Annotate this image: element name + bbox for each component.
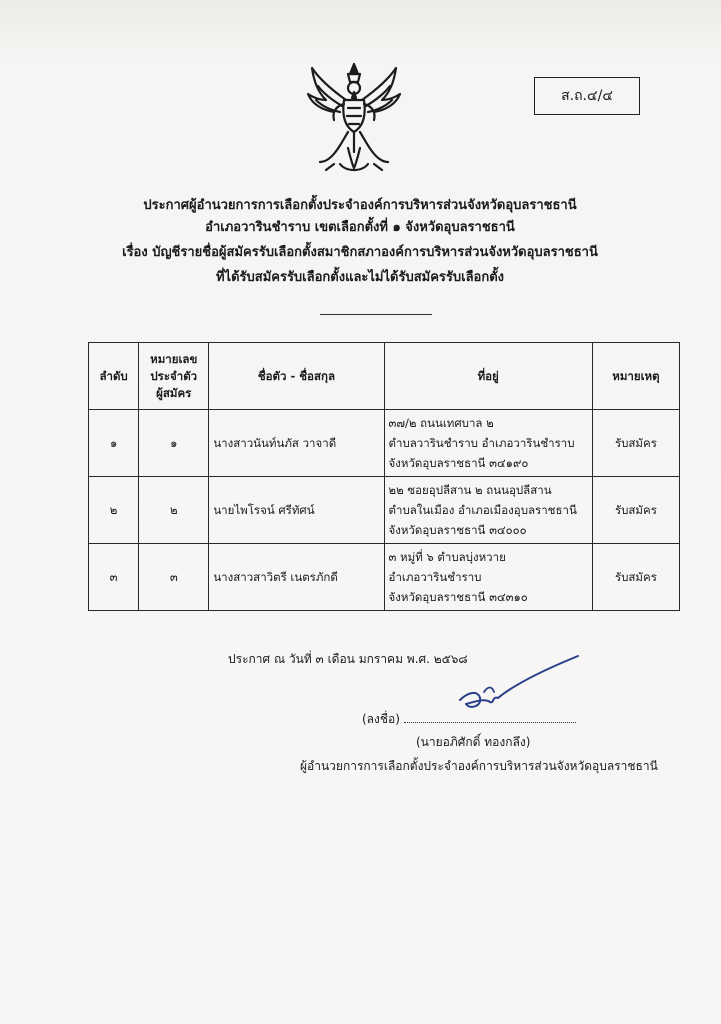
handwritten-signature: [454, 652, 584, 714]
heading-line-4: ที่ได้รับสมัครรับเลือกตั้งและไม่ได้รับสมัครรับเลือกตั้ง: [215, 270, 505, 285]
heading-line-2: อำเภอวารินชำราบ เขตเลือกตั้งที่ ๑ จังหวัดอุบลราชธานี: [205, 220, 515, 235]
header-note: หมายเหตุ: [592, 343, 679, 410]
row-name: นายไพโรจน์ ศรีทัศน์: [209, 477, 384, 544]
signer-position: ผู้อำนวยการการเลือกตั้งประจำองค์การบริหารส่วนจังหวัดอุบลราชธานี: [300, 759, 658, 773]
heading-line-1: ประกาศผู้อำนวยการการเลือกตั้งประจำองค์การบริหารส่วนจังหวัดอุบลราชธานี: [143, 198, 577, 213]
form-code-box: ส.ถ.๔/๔: [534, 77, 640, 115]
row-candidate-number: ๑: [139, 410, 209, 477]
table-header-row: [89, 343, 680, 410]
signature-line: [404, 722, 576, 723]
row-no: ๑: [89, 410, 139, 477]
row-no: ๒: [89, 477, 139, 544]
row-no: ๓: [89, 544, 139, 611]
table-row: [89, 410, 680, 477]
row-address: ๓ หมู่ที่ ๖ ตำบลบุ่งหวาย อำเภอวารินชำราบ จังหวัดอุบลราชธานี ๓๔๓๑๐: [384, 544, 592, 611]
signature-label: (ลงชื่อ): [362, 712, 400, 726]
header-candidate-number: หมายเลข ประจำตัว ผู้สมัคร: [139, 343, 209, 410]
row-name: นางสาวนันท์นภัส วาจาดี: [209, 410, 384, 477]
heading-line-3: เรื่อง บัญชีรายชื่อผู้สมัครรับเลือกตั้งสมาชิกสภาองค์การบริหารส่วนจังหวัดอุบลราชธานี: [122, 245, 598, 260]
header-no: ลำดับ: [89, 343, 139, 410]
row-name: นางสาวสาวิตรี เนตรภักดี: [209, 544, 384, 611]
row-candidate-number: ๒: [139, 477, 209, 544]
announcement-date: ประกาศ ณ วันที่ ๓ เดือน มกราคม พ.ศ. ๒๕๖๘: [228, 652, 468, 666]
row-note: รับสมัคร: [592, 410, 679, 477]
candidates-table: [88, 342, 680, 611]
table-row: [89, 477, 680, 544]
table-row: [89, 544, 680, 611]
signer-name: (นายอภิศักดิ์ ทองกลึง): [416, 735, 531, 749]
header-address: ที่อยู่: [384, 343, 592, 410]
row-note: รับสมัคร: [592, 477, 679, 544]
row-address: ๒๒ ซอยอุปลีสาน ๒ ถนนอุปลีสาน ตำบลในเมือง อำเภอเมืองอุบลราชธานี จังหวัดอุบลราชธานี ๓๔๐๐๐: [384, 477, 592, 544]
row-address: ๓๗/๒ ถนนเทศบาล ๒ ตำบลวารินชำราบ อำเภอวารินชำราบ จังหวัดอุบลราชธานี ๓๔๑๙๐: [384, 410, 592, 477]
heading-divider: [320, 314, 432, 315]
header-name: ชื่อตัว - ชื่อสกุล: [209, 343, 384, 410]
row-note: รับสมัคร: [592, 544, 679, 611]
garuda-emblem: [302, 60, 406, 180]
row-candidate-number: ๓: [139, 544, 209, 611]
